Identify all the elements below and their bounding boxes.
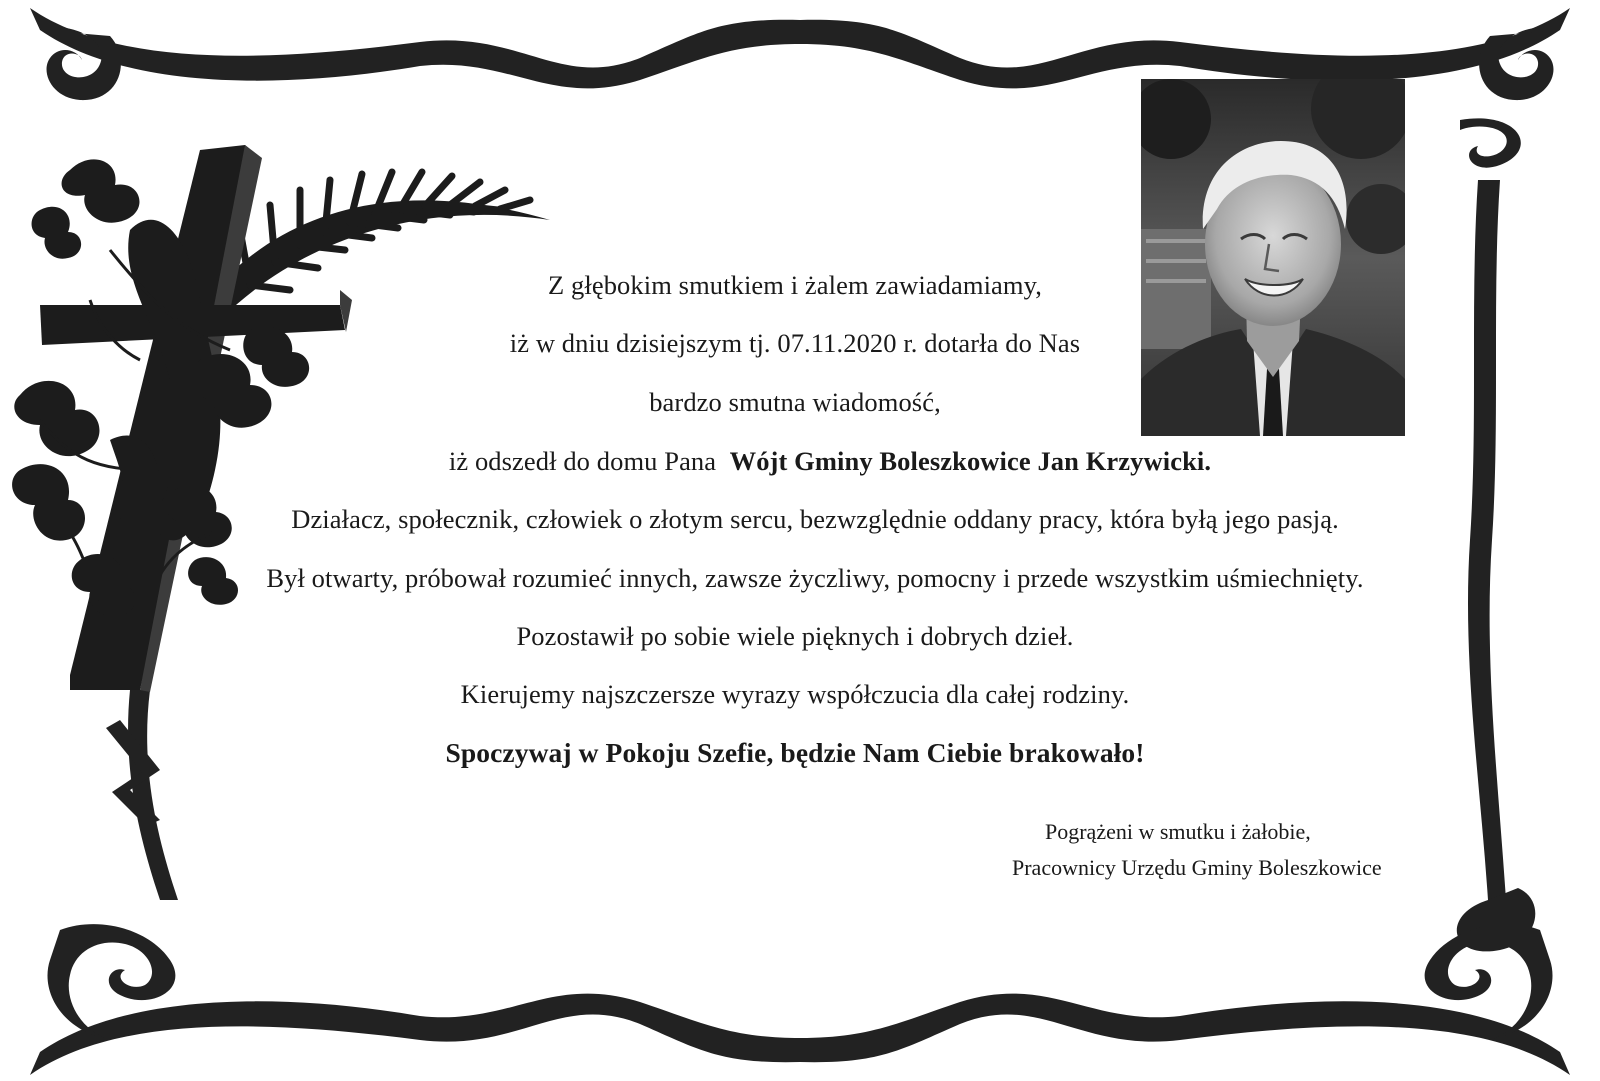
notice-line-8: Kierujemy najszczersze wyrazy współczucia dla całej rodziny. <box>460 679 1130 709</box>
notice-line-6: Był otwarty, próbował rozumieć innych, zawsze życzliwy, pomocny i przede wszystkim uśmiechnięty. <box>266 563 1364 593</box>
farewell-line: Spoczywaj w Pokoju Szefie, będzie Nam Ciebie brakowało! <box>445 737 1145 768</box>
death-line-prefix: iż odszedł do domu Pana <box>448 446 723 476</box>
portrait-image <box>1141 79 1405 436</box>
signature-line-2: Pracownicy Urzędu Gminy Boleszkowice <box>1012 855 1382 880</box>
portrait-photo <box>1141 79 1405 436</box>
notice-line-1: Z głębokim smutkiem i żalem zawiadamiamy, <box>548 270 1042 300</box>
notice-death-line <box>305 445 1355 477</box>
notice-line-2: iż w dniu dzisiejszym tj. 07.11.2020 r. dotarła do Nas <box>509 328 1081 358</box>
notice-line-5: Działacz, społecznik, człowiek o złotym sercu, bezwzględnie oddany pracy, która byłą jego pasją. <box>291 504 1339 534</box>
notice-line-7: Pozostawił po sobie wiele pięknych i dobrych dzieł. <box>516 621 1074 651</box>
signature-line-1: Pogrążeni w smutku i żałobie, <box>1045 819 1311 844</box>
deceased-name: Wójt Gminy Boleszkowice Jan Krzywicki. <box>729 446 1212 476</box>
notice-line-3: bardzo smutna wiadomość, <box>649 387 941 417</box>
